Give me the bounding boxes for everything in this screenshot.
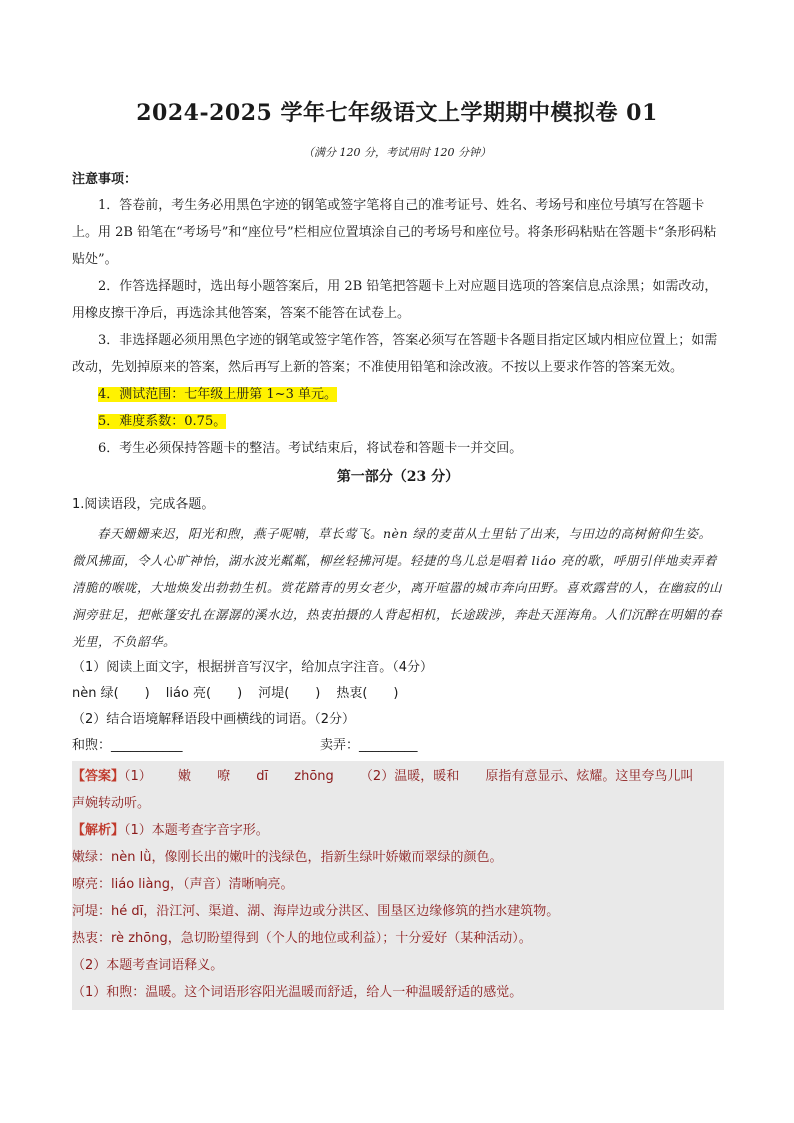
analysis-first: （1）本题考查字音字形。 (124, 823, 269, 838)
answer-item: dī (256, 769, 269, 784)
reading-passage: 春天姗姗来迟，阳光和煦，燕子呢喃，草长莺飞。nèn 绿的麦苗从土里钻了出来，与田边的高树俯仰生姿。微风拂面，令人心旷神怡，湖水波光粼粼，柳丝轻拂河堤。轻捷的鸟儿总是唱着 liáo 亮的歌，呼朋引伴地卖弄着清脆的喉咙，大地焕发出勃勃生机。赏花踏青的男女老少，离开喧嚣的城市奔向田野。喜欢露营的人，在幽寂的山涧旁驻足，把帐篷安扎在潺潺的溪水边，热衷拍摄的人背起相机，长途跋涉，奔赴天涯海角。人们沉醉在明媚的春光里，不负韶华。 (72, 526, 723, 649)
analysis-first-line (72, 817, 724, 844)
blank-mainong: 卖弄：_________ (320, 738, 418, 753)
answer-part2: （2）温暖，暖和 (359, 769, 460, 784)
analysis-line: 嘹亮：liáo liàng，（声音）清晰响亮。 (72, 877, 294, 892)
page-title: 2024-2025 学年七年级语文上学期期中模拟卷 01 (136, 100, 658, 126)
analysis-line: （2）本题考查词语释义。 (72, 958, 224, 973)
question-stem: 1.阅读语段，完成各题。 (72, 497, 215, 512)
content (72, 168, 724, 1010)
answer-item: zhōng (294, 769, 334, 784)
answer-part1: （1） (124, 769, 152, 784)
page-subtitle: （满分 120 分，考试用时 120 分钟） (303, 146, 491, 159)
notice-item-4-text: 4．测试范围：七年级上册第 1~3 单元。 (98, 387, 337, 402)
notice-item-6: 6．考生必须保持答题卡的整洁。考试结束后，将试卷和答题卡一并交回。 (98, 441, 523, 456)
analysis-line: 热衷：rè zhōng，急切盼望得到（个人的地位或利益）；十分爱好（某种活动）。 (72, 931, 532, 946)
notice-item-4 (72, 381, 724, 408)
pinyin-item: liáo 亮( ) (165, 686, 243, 701)
blank-row (72, 733, 724, 759)
analysis-line: 河堤：hé dī，沿江河、渠道、湖、海岸边或分洪区、围垦区边缘修筑的挡水建筑物。 (72, 904, 560, 919)
notice-item-5 (72, 408, 724, 435)
answer-item: 嘹 (217, 769, 231, 784)
notice-item-1: 1．答卷前，考生务必用黑色字迹的钢笔或签字笔将自己的准考证号、姓名、考场号和座位号填写在答题卡上。用 2B 铅笔在“考场号”和“座位号”栏相应位置填涂自己的考场号和座位号。将条形码粘贴在答题卡“条形码粘贴处”。 (72, 198, 717, 267)
sub-question-1: （1）阅读上面文字，根据拼音写汉字，给加点字注音。（4分） (72, 660, 434, 675)
answer-continuation: 声婉转动听。 (72, 796, 151, 811)
analysis-line: （1）和煦：温暖。这个词语形容阳光温暖而舒适，给人一种温暖舒适的感觉。 (72, 985, 523, 1000)
pinyin-items (72, 681, 724, 707)
notice-item-5-text: 5．难度系数：0.75。 (98, 414, 227, 429)
blank-hexu: 和煦：___________ (72, 738, 183, 753)
section-title: 第一部分（23 分） (336, 469, 460, 485)
pinyin-item: 热衷( ) (336, 686, 399, 701)
pinyin-item: nèn 绿( ) (72, 686, 150, 701)
analysis-tag: 【解析】 (72, 823, 125, 838)
answer-box (72, 761, 724, 1010)
answer-tag: 【答案】 (72, 769, 125, 784)
pinyin-item: 河堤( ) (258, 686, 321, 701)
analysis-line: 嫩绿：nèn lǜ，像刚长出的嫩叶的浅绿色，指新生绿叶娇嫩而翠绿的颜色。 (72, 850, 503, 865)
notice-item-2: 2．作答选择题时，选出每小题答案后，用 2B 铅笔把答题卡上对应题目选项的答案信息点涂黑；如需改动，用橡皮擦干净后，再选涂其他答案，答案不能答在试卷上。 (72, 279, 718, 321)
notice-heading: 注意事项： (72, 172, 138, 187)
answer-part2b: 原指有意显示、炫耀。这里夸鸟儿叫 (485, 769, 694, 784)
answer-item: 嫩 (177, 769, 191, 784)
sub-question-2: （2）结合语境解释语段中画横线的词语。（2分） (72, 712, 356, 727)
answer-line (72, 763, 724, 790)
notice-item-3: 3．非选择题必须用黑色字迹的钢笔或签字笔作答，答案必须写在答题卡各题目指定区域内相应位置上；如需改动，先划掉原来的答案，然后再写上新的答案；不准使用铅笔和涂改液。不按以上要求作答的答案无效。 (72, 333, 718, 375)
